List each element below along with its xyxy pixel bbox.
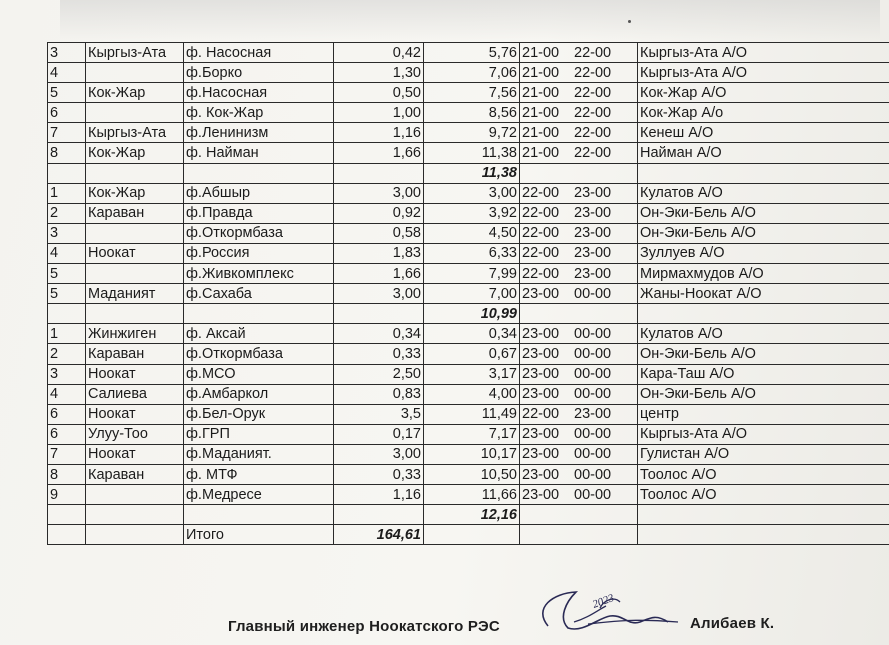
feeder-cell: ф. Найман bbox=[184, 143, 334, 163]
substation-cell: Тоолос А/О bbox=[638, 485, 889, 505]
feeder-cell: ф.Амбаркол bbox=[184, 384, 334, 404]
time-end: 22-00 bbox=[574, 84, 612, 101]
time-end: 23-00 bbox=[574, 225, 612, 242]
row-number: 1 bbox=[48, 324, 86, 344]
time-cell bbox=[520, 324, 638, 344]
time-cell bbox=[520, 123, 638, 143]
substation-cell: Найман А/О bbox=[638, 143, 889, 163]
district-cell: Кыргыз-Ата bbox=[86, 43, 184, 63]
table-row bbox=[48, 505, 889, 525]
substation-cell: Кок-Жар А/о bbox=[638, 103, 889, 123]
district-cell: Кыргыз-Ата bbox=[86, 123, 184, 143]
feeder-cell: ф.Бел-Орук bbox=[184, 404, 334, 424]
time-end: 22-00 bbox=[574, 145, 612, 162]
district-cell: Ноокат bbox=[86, 364, 184, 384]
row-number: 8 bbox=[48, 464, 86, 484]
time-start: 23-00 bbox=[522, 426, 560, 443]
row-number: 2 bbox=[48, 203, 86, 223]
table-row bbox=[48, 464, 889, 484]
time-end: 23-00 bbox=[574, 265, 612, 282]
row-number: 4 bbox=[48, 63, 86, 83]
subtotal-value: 11,38 bbox=[424, 163, 520, 183]
time-end: 23-00 bbox=[574, 205, 612, 222]
load-value: 0,33 bbox=[334, 344, 424, 364]
cumulative-value: 3,00 bbox=[424, 183, 520, 203]
cumulative-value: 10,17 bbox=[424, 444, 520, 464]
load-value: 0,92 bbox=[334, 203, 424, 223]
signature-year: 2023 bbox=[590, 592, 616, 611]
time-end: 00-00 bbox=[574, 486, 612, 503]
time-end: 22-00 bbox=[574, 64, 612, 81]
table-row bbox=[48, 223, 889, 243]
load-value: 0,17 bbox=[334, 424, 424, 444]
time-cell bbox=[520, 304, 638, 324]
time-start: 21-00 bbox=[522, 84, 560, 101]
substation-cell bbox=[638, 525, 889, 545]
feeder-cell: ф. Насосная bbox=[184, 43, 334, 63]
time-start: 22-00 bbox=[522, 225, 560, 242]
district-cell: Кок-Жар bbox=[86, 143, 184, 163]
feeder-cell: ф.Живкомплекс bbox=[184, 264, 334, 284]
speck bbox=[628, 20, 631, 23]
row-number: 3 bbox=[48, 223, 86, 243]
time-cell bbox=[520, 43, 638, 63]
load-value: 3,00 bbox=[334, 183, 424, 203]
row-number: 5 bbox=[48, 284, 86, 304]
total-label: Итого bbox=[184, 525, 334, 545]
cumulative-value: 10,50 bbox=[424, 464, 520, 484]
row-number: 8 bbox=[48, 143, 86, 163]
substation-cell: центр bbox=[638, 404, 889, 424]
time-end: 00-00 bbox=[574, 366, 612, 383]
table-row bbox=[48, 404, 889, 424]
load-value: 1,30 bbox=[334, 63, 424, 83]
time-cell bbox=[520, 183, 638, 203]
substation-cell: Жаны-Ноокат А/О bbox=[638, 284, 889, 304]
time-start: 23-00 bbox=[522, 285, 560, 302]
table-row bbox=[48, 304, 889, 324]
district-cell bbox=[86, 103, 184, 123]
feeder-cell: ф. Аксай bbox=[184, 324, 334, 344]
row-number bbox=[48, 163, 86, 183]
table-row bbox=[48, 284, 889, 304]
cumulative-value: 3,17 bbox=[424, 364, 520, 384]
cumulative-value: 4,50 bbox=[424, 223, 520, 243]
table-row bbox=[48, 485, 889, 505]
district-cell: Ноокат bbox=[86, 404, 184, 424]
load-value: 3,00 bbox=[334, 284, 424, 304]
time-end: 00-00 bbox=[574, 345, 612, 362]
time-end: 23-00 bbox=[574, 185, 612, 202]
row-number: 6 bbox=[48, 424, 86, 444]
shadow bbox=[60, 0, 880, 40]
feeder-cell bbox=[184, 163, 334, 183]
time-cell bbox=[520, 284, 638, 304]
table-row bbox=[48, 183, 889, 203]
total-value: 164,61 bbox=[334, 525, 424, 545]
signature-line bbox=[228, 615, 775, 635]
time-end: 00-00 bbox=[574, 325, 612, 342]
table-row bbox=[48, 83, 889, 103]
feeder-cell: ф.Откормбаза bbox=[184, 344, 334, 364]
time-cell bbox=[520, 63, 638, 83]
district-cell bbox=[86, 163, 184, 183]
feeder-cell: ф.Сахаба bbox=[184, 284, 334, 304]
district-cell bbox=[86, 485, 184, 505]
row-number: 9 bbox=[48, 485, 86, 505]
time-start: 21-00 bbox=[522, 145, 560, 162]
feeder-cell: ф.Насосная bbox=[184, 83, 334, 103]
time-cell bbox=[520, 404, 638, 424]
feeder-cell: ф.Маданият. bbox=[184, 444, 334, 464]
load-value: 1,66 bbox=[334, 264, 424, 284]
substation-cell: Тоолос А/О bbox=[638, 464, 889, 484]
table-row bbox=[48, 264, 889, 284]
cumulative-value: 11,38 bbox=[424, 143, 520, 163]
district-cell: Жинжиген bbox=[86, 324, 184, 344]
load-value: 0,33 bbox=[334, 464, 424, 484]
feeder-cell bbox=[184, 304, 334, 324]
time-cell bbox=[520, 505, 638, 525]
row-number: 7 bbox=[48, 123, 86, 143]
table-row bbox=[48, 123, 889, 143]
load-value: 0,83 bbox=[334, 384, 424, 404]
row-number: 3 bbox=[48, 364, 86, 384]
time-cell bbox=[520, 444, 638, 464]
district-cell: Ноокат bbox=[86, 444, 184, 464]
schedule-table bbox=[47, 42, 889, 545]
load-value: 2,50 bbox=[334, 364, 424, 384]
load-cell bbox=[334, 505, 424, 525]
time-start: 21-00 bbox=[522, 124, 560, 141]
table-row bbox=[48, 324, 889, 344]
table-row bbox=[48, 364, 889, 384]
feeder-cell: ф. МТФ bbox=[184, 464, 334, 484]
substation-cell: Кенеш А/О bbox=[638, 123, 889, 143]
load-value: 3,00 bbox=[334, 444, 424, 464]
table-row bbox=[48, 243, 889, 263]
row-number: 2 bbox=[48, 344, 86, 364]
district-cell: Караван bbox=[86, 464, 184, 484]
district-cell: Маданият bbox=[86, 284, 184, 304]
cumulative-value: 3,92 bbox=[424, 203, 520, 223]
table-row bbox=[48, 203, 889, 223]
feeder-cell: ф.Откормбаза bbox=[184, 223, 334, 243]
load-cell bbox=[334, 163, 424, 183]
district-cell bbox=[86, 264, 184, 284]
table-body bbox=[48, 43, 889, 545]
feeder-cell: ф.Абшыр bbox=[184, 183, 334, 203]
table-row bbox=[48, 143, 889, 163]
load-value: 0,42 bbox=[334, 43, 424, 63]
cumulative-value: 7,17 bbox=[424, 424, 520, 444]
time-start: 23-00 bbox=[522, 486, 560, 503]
cumulative-value: 11,49 bbox=[424, 404, 520, 424]
time-cell bbox=[520, 525, 638, 545]
substation-cell: Кыргыз-Ата А/О bbox=[638, 43, 889, 63]
substation-cell: Гулистан А/О bbox=[638, 444, 889, 464]
district-cell: Караван bbox=[86, 344, 184, 364]
signer-name: Алибаев К. bbox=[690, 615, 775, 632]
time-cell bbox=[520, 203, 638, 223]
time-cell bbox=[520, 464, 638, 484]
time-start: 22-00 bbox=[522, 265, 560, 282]
time-cell bbox=[520, 384, 638, 404]
subtotal-value: 10,99 bbox=[424, 304, 520, 324]
time-cell bbox=[520, 163, 638, 183]
substation-cell: Он-Эки-Бель А/О bbox=[638, 384, 889, 404]
time-start: 21-00 bbox=[522, 44, 560, 61]
time-start: 22-00 bbox=[522, 245, 560, 262]
substation-cell: Он-Эки-Бель А/О bbox=[638, 203, 889, 223]
district-cell bbox=[86, 304, 184, 324]
feeder-cell: ф.Медресе bbox=[184, 485, 334, 505]
load-value: 1,83 bbox=[334, 243, 424, 263]
row-number: 5 bbox=[48, 264, 86, 284]
load-value: 1,66 bbox=[334, 143, 424, 163]
district-cell: Улуу-Тоо bbox=[86, 424, 184, 444]
cumulative-value: 5,76 bbox=[424, 43, 520, 63]
time-end: 23-00 bbox=[574, 245, 612, 262]
substation-cell: Кулатов А/О bbox=[638, 183, 889, 203]
time-start: 21-00 bbox=[522, 104, 560, 121]
time-cell bbox=[520, 364, 638, 384]
table-row bbox=[48, 63, 889, 83]
load-value: 1,00 bbox=[334, 103, 424, 123]
cumulative-value: 6,33 bbox=[424, 243, 520, 263]
time-cell bbox=[520, 223, 638, 243]
substation-cell bbox=[638, 163, 889, 183]
signature bbox=[528, 588, 698, 640]
time-cell bbox=[520, 264, 638, 284]
cumulative-value: 4,00 bbox=[424, 384, 520, 404]
substation-cell: Зуллуев А/О bbox=[638, 243, 889, 263]
district-cell bbox=[86, 223, 184, 243]
feeder-cell: ф.МСО bbox=[184, 364, 334, 384]
time-start: 21-00 bbox=[522, 64, 560, 81]
time-start: 22-00 bbox=[522, 406, 560, 423]
table-row bbox=[48, 163, 889, 183]
time-end: 22-00 bbox=[574, 44, 612, 61]
district-cell: Ноокат bbox=[86, 243, 184, 263]
feeder-cell: ф.Ленинизм bbox=[184, 123, 334, 143]
row-number bbox=[48, 505, 86, 525]
row-number: 4 bbox=[48, 384, 86, 404]
table-row bbox=[48, 384, 889, 404]
district-cell: Салиева bbox=[86, 384, 184, 404]
time-cell bbox=[520, 83, 638, 103]
substation-cell bbox=[638, 304, 889, 324]
load-value: 0,58 bbox=[334, 223, 424, 243]
time-cell bbox=[520, 143, 638, 163]
row-number bbox=[48, 525, 86, 545]
time-cell bbox=[520, 424, 638, 444]
district-cell: Кок-Жар bbox=[86, 83, 184, 103]
substation-cell: Он-Эки-Бель А/О bbox=[638, 223, 889, 243]
time-start: 23-00 bbox=[522, 345, 560, 362]
feeder-cell: ф.Борко bbox=[184, 63, 334, 83]
time-cell bbox=[520, 103, 638, 123]
table-row bbox=[48, 103, 889, 123]
substation-cell bbox=[638, 505, 889, 525]
feeder-cell: ф. Кок-Жар bbox=[184, 103, 334, 123]
subtotal-value: 12,16 bbox=[424, 505, 520, 525]
substation-cell: Кара-Таш А/О bbox=[638, 364, 889, 384]
substation-cell: Мирмахмудов А/О bbox=[638, 264, 889, 284]
row-number: 3 bbox=[48, 43, 86, 63]
cumulative-value: 11,66 bbox=[424, 485, 520, 505]
cumulative-value: 0,67 bbox=[424, 344, 520, 364]
district-cell: Караван bbox=[86, 203, 184, 223]
time-end: 00-00 bbox=[574, 285, 612, 302]
cumulative-cell bbox=[424, 525, 520, 545]
time-start: 23-00 bbox=[522, 446, 560, 463]
load-value: 0,50 bbox=[334, 83, 424, 103]
time-cell bbox=[520, 243, 638, 263]
table-row bbox=[48, 424, 889, 444]
time-end: 00-00 bbox=[574, 446, 612, 463]
table-row bbox=[48, 43, 889, 63]
position-title: Главный инженер Ноокатского РЭС bbox=[228, 618, 500, 635]
district-cell: Кок-Жар bbox=[86, 183, 184, 203]
row-number: 7 bbox=[48, 444, 86, 464]
feeder-cell: ф.ГРП bbox=[184, 424, 334, 444]
load-value: 3,5 bbox=[334, 404, 424, 424]
cumulative-value: 7,99 bbox=[424, 264, 520, 284]
substation-cell: Он-Эки-Бель А/О bbox=[638, 344, 889, 364]
load-cell bbox=[334, 304, 424, 324]
time-start: 23-00 bbox=[522, 325, 560, 342]
time-start: 22-00 bbox=[522, 185, 560, 202]
table-row bbox=[48, 525, 889, 545]
district-cell bbox=[86, 63, 184, 83]
feeder-cell bbox=[184, 505, 334, 525]
table-row bbox=[48, 344, 889, 364]
row-number: 4 bbox=[48, 243, 86, 263]
time-end: 00-00 bbox=[574, 426, 612, 443]
row-number: 6 bbox=[48, 103, 86, 123]
district-cell bbox=[86, 525, 184, 545]
substation-cell: Кулатов А/О bbox=[638, 324, 889, 344]
feeder-cell: ф.Правда bbox=[184, 203, 334, 223]
feeder-cell: ф.Россия bbox=[184, 243, 334, 263]
time-start: 22-00 bbox=[522, 205, 560, 222]
cumulative-value: 7,06 bbox=[424, 63, 520, 83]
time-end: 22-00 bbox=[574, 104, 612, 121]
row-number: 5 bbox=[48, 83, 86, 103]
cumulative-value: 0,34 bbox=[424, 324, 520, 344]
time-end: 00-00 bbox=[574, 466, 612, 483]
time-cell bbox=[520, 485, 638, 505]
cumulative-value: 8,56 bbox=[424, 103, 520, 123]
time-cell bbox=[520, 344, 638, 364]
substation-cell: Кок-Жар А/О bbox=[638, 83, 889, 103]
cumulative-value: 7,56 bbox=[424, 83, 520, 103]
cumulative-value: 9,72 bbox=[424, 123, 520, 143]
row-number bbox=[48, 304, 86, 324]
time-start: 23-00 bbox=[522, 366, 560, 383]
row-number: 1 bbox=[48, 183, 86, 203]
time-start: 23-00 bbox=[522, 466, 560, 483]
time-end: 22-00 bbox=[574, 124, 612, 141]
substation-cell: Кыргыз-Ата А/О bbox=[638, 63, 889, 83]
time-end: 23-00 bbox=[574, 406, 612, 423]
row-number: 6 bbox=[48, 404, 86, 424]
cumulative-value: 7,00 bbox=[424, 284, 520, 304]
time-start: 23-00 bbox=[522, 386, 560, 403]
table-row bbox=[48, 444, 889, 464]
substation-cell: Кыргыз-Ата А/О bbox=[638, 424, 889, 444]
load-value: 1,16 bbox=[334, 485, 424, 505]
load-value: 0,34 bbox=[334, 324, 424, 344]
district-cell bbox=[86, 505, 184, 525]
load-value: 1,16 bbox=[334, 123, 424, 143]
time-end: 00-00 bbox=[574, 386, 612, 403]
